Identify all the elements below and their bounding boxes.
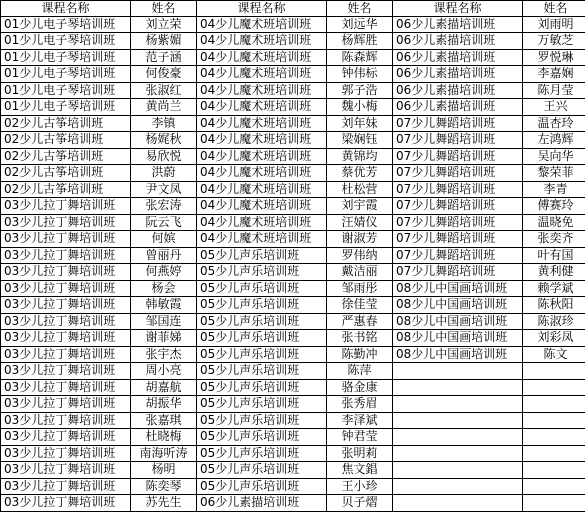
name-cell[interactable]: 何俊豪 bbox=[131, 66, 197, 82]
table-row bbox=[1, 462, 197, 479]
course-cell[interactable]: 03少儿拉丁舞培训班 bbox=[1, 479, 131, 495]
table-row bbox=[1, 495, 197, 512]
course-cell[interactable]: 04少儿魔术班培训班 bbox=[197, 132, 327, 148]
table-row bbox=[1, 215, 197, 232]
table-row bbox=[197, 347, 393, 364]
table-row bbox=[197, 83, 393, 100]
name-cell[interactable]: 钟君莹 bbox=[327, 429, 393, 445]
name-cell[interactable]: 李泽斌 bbox=[327, 413, 393, 429]
name-cell[interactable]: 黄利健 bbox=[523, 264, 585, 280]
table-row bbox=[1, 396, 197, 413]
name-cell[interactable]: 焦文錩 bbox=[327, 462, 393, 478]
table-row bbox=[1, 248, 197, 265]
table-row bbox=[197, 99, 393, 116]
course-cell[interactable]: 01少儿电子琴培训班 bbox=[1, 17, 131, 33]
course-cell[interactable]: 04少儿魔术班培训班 bbox=[197, 116, 327, 132]
name-cell[interactable]: 刘雨明 bbox=[523, 17, 585, 33]
name-cell[interactable]: 罗悦琳 bbox=[523, 50, 585, 66]
course-cell[interactable]: 06少儿素描培训班 bbox=[393, 33, 523, 49]
name-cell[interactable]: 陈秋阳 bbox=[523, 297, 585, 313]
name-cell[interactable]: 黄锦均 bbox=[327, 149, 393, 165]
table-row bbox=[393, 363, 585, 380]
course-cell[interactable]: 07少儿舞蹈培训班 bbox=[393, 182, 523, 198]
course-cell[interactable]: 08少儿中国画培训班 bbox=[393, 330, 523, 346]
name-cell[interactable]: 张宏涛 bbox=[131, 198, 197, 214]
name-cell[interactable]: 左鸿辉 bbox=[523, 132, 585, 148]
name-cell[interactable]: 郭子浩 bbox=[327, 83, 393, 99]
course-cell[interactable]: 06少儿素描培训班 bbox=[197, 495, 327, 511]
column-group-1 bbox=[0, 0, 197, 512]
table-row bbox=[1, 413, 197, 430]
course-cell[interactable]: 01少儿电子琴培训班 bbox=[1, 66, 131, 82]
table-row bbox=[197, 314, 393, 331]
name-cell[interactable]: 南海听涛 bbox=[131, 446, 197, 462]
header-name[interactable]: 姓名 bbox=[327, 1, 393, 16]
name-cell[interactable]: 张书铭 bbox=[327, 330, 393, 346]
name-cell[interactable]: 魏小梅 bbox=[327, 99, 393, 115]
course-cell[interactable]: 05少儿声乐培训班 bbox=[197, 330, 327, 346]
course-cell[interactable]: 03少儿拉丁舞培训班 bbox=[1, 281, 131, 297]
table-row bbox=[1, 479, 197, 496]
name-cell[interactable]: 刘彩凤 bbox=[523, 330, 585, 346]
table-row bbox=[197, 17, 393, 34]
course-cell[interactable]: 07少儿舞蹈培训班 bbox=[393, 215, 523, 231]
course-cell[interactable]: 03少儿拉丁舞培训班 bbox=[1, 413, 131, 429]
name-cell[interactable]: 杜晓梅 bbox=[131, 429, 197, 445]
table-row bbox=[393, 413, 585, 430]
table-row bbox=[393, 297, 585, 314]
course-cell[interactable]: 05少儿声乐培训班 bbox=[197, 446, 327, 462]
name-cell[interactable]: 杨娓秋 bbox=[131, 132, 197, 148]
course-cell[interactable]: 03少儿拉丁舞培训班 bbox=[1, 363, 131, 379]
course-cell[interactable]: 06少儿素描培训班 bbox=[393, 83, 523, 99]
name-cell[interactable]: 刘立荣 bbox=[131, 17, 197, 33]
table-row bbox=[1, 231, 197, 248]
name-cell[interactable]: 苏先生 bbox=[131, 495, 197, 511]
course-cell[interactable]: 04少儿魔术班培训班 bbox=[197, 17, 327, 33]
course-cell[interactable]: 07少儿舞蹈培训班 bbox=[393, 248, 523, 264]
name-cell[interactable]: 曾丽丹 bbox=[131, 248, 197, 264]
course-cell[interactable] bbox=[393, 462, 523, 478]
course-cell[interactable]: 06少儿素描培训班 bbox=[393, 17, 523, 33]
name-cell[interactable]: 汪婧仪 bbox=[327, 215, 393, 231]
name-cell[interactable] bbox=[523, 495, 585, 511]
course-cell[interactable]: 04少儿魔术班培训班 bbox=[197, 182, 327, 198]
table-row bbox=[1, 132, 197, 149]
course-cell[interactable]: 04少儿魔术班培训班 bbox=[197, 83, 327, 99]
table-row bbox=[1, 380, 197, 397]
name-cell[interactable]: 李嘉娴 bbox=[523, 66, 585, 82]
table-row bbox=[393, 165, 585, 182]
course-cell[interactable]: 06少儿素描培训班 bbox=[393, 66, 523, 82]
table-row bbox=[197, 33, 393, 50]
table-row bbox=[197, 231, 393, 248]
table-row bbox=[1, 363, 197, 380]
table-row bbox=[197, 264, 393, 281]
course-cell[interactable]: 01少儿电子琴培训班 bbox=[1, 33, 131, 49]
course-cell[interactable]: 05少儿声乐培训班 bbox=[197, 413, 327, 429]
course-cell[interactable]: 01少儿电子琴培训班 bbox=[1, 99, 131, 115]
name-cell[interactable]: 王小珍 bbox=[327, 479, 393, 495]
name-cell[interactable]: 何嫔 bbox=[131, 231, 197, 247]
header-course[interactable]: 课程名称 bbox=[197, 1, 327, 16]
name-cell[interactable]: 胡嘉航 bbox=[131, 380, 197, 396]
course-cell[interactable]: 08少儿中国画培训班 bbox=[393, 297, 523, 313]
table-row bbox=[1, 182, 197, 199]
table-row bbox=[197, 396, 393, 413]
course-cell[interactable]: 04少儿魔术班培训班 bbox=[197, 149, 327, 165]
course-cell[interactable]: 07少儿舞蹈培训班 bbox=[393, 231, 523, 247]
name-cell[interactable]: 杨辉胜 bbox=[327, 33, 393, 49]
course-cell[interactable]: 01少儿电子琴培训班 bbox=[1, 50, 131, 66]
name-cell[interactable]: 尹文凤 bbox=[131, 182, 197, 198]
course-cell[interactable]: 05少儿声乐培训班 bbox=[197, 462, 327, 478]
table-row bbox=[197, 462, 393, 479]
table-row bbox=[393, 99, 585, 116]
name-cell[interactable]: 范子涵 bbox=[131, 50, 197, 66]
course-cell[interactable]: 05少儿声乐培训班 bbox=[197, 429, 327, 445]
course-cell[interactable]: 03少儿拉丁舞培训班 bbox=[1, 264, 131, 280]
table-row bbox=[1, 83, 197, 100]
course-cell[interactable]: 05少儿声乐培训班 bbox=[197, 347, 327, 363]
table-row bbox=[197, 380, 393, 397]
header-row bbox=[1, 0, 197, 17]
course-cell[interactable] bbox=[393, 446, 523, 462]
table-row bbox=[393, 248, 585, 265]
name-cell[interactable]: 何燕婷 bbox=[131, 264, 197, 280]
name-cell[interactable]: 赖学斌 bbox=[523, 281, 585, 297]
course-cell[interactable]: 07少儿舞蹈培训班 bbox=[393, 165, 523, 181]
course-cell[interactable]: 04少儿魔术班培训班 bbox=[197, 33, 327, 49]
table-row bbox=[393, 281, 585, 298]
name-cell[interactable]: 叶有国 bbox=[523, 248, 585, 264]
name-cell[interactable]: 黎荣菲 bbox=[523, 165, 585, 181]
table-row bbox=[197, 446, 393, 463]
table-row bbox=[197, 132, 393, 149]
course-cell[interactable]: 04少儿魔术班培训班 bbox=[197, 215, 327, 231]
name-cell[interactable]: 陈月莹 bbox=[523, 83, 585, 99]
name-cell[interactable]: 万敏芝 bbox=[523, 33, 585, 49]
name-cell[interactable] bbox=[523, 479, 585, 495]
course-cell[interactable]: 03少儿拉丁舞培训班 bbox=[1, 347, 131, 363]
name-cell[interactable] bbox=[523, 396, 585, 412]
table-row bbox=[393, 66, 585, 83]
table-row bbox=[197, 479, 393, 496]
course-cell[interactable]: 08少儿中国画培训班 bbox=[393, 281, 523, 297]
name-cell[interactable]: 钟伟标 bbox=[327, 66, 393, 82]
name-cell[interactable] bbox=[523, 413, 585, 429]
name-cell[interactable]: 吴向华 bbox=[523, 149, 585, 165]
course-cell[interactable]: 07少儿舞蹈培训班 bbox=[393, 132, 523, 148]
name-cell[interactable] bbox=[523, 446, 585, 462]
course-cell[interactable]: 02少儿古筝培训班 bbox=[1, 132, 131, 148]
name-cell[interactable]: 刘年妹 bbox=[327, 116, 393, 132]
name-cell[interactable]: 陈森辉 bbox=[327, 50, 393, 66]
name-cell[interactable]: 骆金康 bbox=[327, 380, 393, 396]
course-cell[interactable]: 03少儿拉丁舞培训班 bbox=[1, 396, 131, 412]
course-cell[interactable]: 05少儿声乐培训班 bbox=[197, 314, 327, 330]
name-cell[interactable]: 张秀眉 bbox=[327, 396, 393, 412]
course-cell[interactable] bbox=[393, 413, 523, 429]
course-cell[interactable]: 04少儿魔术班培训班 bbox=[197, 165, 327, 181]
table-row bbox=[393, 462, 585, 479]
table-row bbox=[1, 314, 197, 331]
name-cell[interactable] bbox=[523, 380, 585, 396]
course-cell[interactable]: 05少儿声乐培训班 bbox=[197, 380, 327, 396]
course-cell[interactable] bbox=[393, 479, 523, 495]
header-course[interactable]: 课程名称 bbox=[393, 1, 523, 16]
course-cell[interactable]: 07少儿舞蹈培训班 bbox=[393, 264, 523, 280]
name-cell[interactable]: 杨明 bbox=[131, 462, 197, 478]
table-row bbox=[393, 132, 585, 149]
course-cell[interactable]: 03少儿拉丁舞培训班 bbox=[1, 198, 131, 214]
course-cell[interactable]: 03少儿拉丁舞培训班 bbox=[1, 314, 131, 330]
name-cell[interactable]: 杨会 bbox=[131, 281, 197, 297]
name-cell[interactable]: 杨紫媚 bbox=[131, 33, 197, 49]
name-cell[interactable]: 邹国连 bbox=[131, 314, 197, 330]
name-cell[interactable]: 阮云飞 bbox=[131, 215, 197, 231]
course-cell[interactable]: 08少儿中国画培训班 bbox=[393, 347, 523, 363]
table-row bbox=[197, 281, 393, 298]
name-cell[interactable]: 张明莉 bbox=[327, 446, 393, 462]
name-cell[interactable]: 傅赛玲 bbox=[523, 198, 585, 214]
course-cell[interactable]: 02少儿古筝培训班 bbox=[1, 165, 131, 181]
name-cell[interactable]: 张嘉琪 bbox=[131, 413, 197, 429]
course-cell[interactable]: 03少儿拉丁舞培训班 bbox=[1, 330, 131, 346]
table-row bbox=[393, 495, 585, 512]
table-row bbox=[197, 149, 393, 166]
table-row bbox=[393, 231, 585, 248]
course-cell[interactable]: 04少儿魔术班培训班 bbox=[197, 198, 327, 214]
table-row bbox=[1, 99, 197, 116]
name-cell[interactable]: 刘宇霞 bbox=[327, 198, 393, 214]
table-row bbox=[197, 413, 393, 430]
course-cell[interactable]: 02少儿古筝培训班 bbox=[1, 182, 131, 198]
name-cell[interactable]: 陈勤冲 bbox=[327, 347, 393, 363]
table-row bbox=[1, 50, 197, 67]
name-cell[interactable]: 易欣悦 bbox=[131, 149, 197, 165]
course-cell[interactable]: 04少儿魔术班培训班 bbox=[197, 99, 327, 115]
name-cell[interactable]: 陈文 bbox=[523, 347, 585, 363]
table-row bbox=[197, 429, 393, 446]
course-cell[interactable]: 06少儿素描培训班 bbox=[393, 99, 523, 115]
name-cell[interactable]: 刘远华 bbox=[327, 17, 393, 33]
table-row bbox=[1, 33, 197, 50]
name-cell[interactable]: 杜松营 bbox=[327, 182, 393, 198]
course-cell[interactable]: 05少儿声乐培训班 bbox=[197, 479, 327, 495]
course-cell[interactable]: 07少儿舞蹈培训班 bbox=[393, 198, 523, 214]
course-cell[interactable]: 03少儿拉丁舞培训班 bbox=[1, 380, 131, 396]
course-cell[interactable]: 03少儿拉丁舞培训班 bbox=[1, 446, 131, 462]
course-cell[interactable] bbox=[393, 396, 523, 412]
table-row bbox=[1, 165, 197, 182]
course-cell[interactable]: 07少儿舞蹈培训班 bbox=[393, 116, 523, 132]
name-cell[interactable]: 周小亮 bbox=[131, 363, 197, 379]
name-cell[interactable]: 李青 bbox=[523, 182, 585, 198]
name-cell[interactable]: 罗伟纳 bbox=[327, 248, 393, 264]
course-cell[interactable]: 04少儿魔术班培训班 bbox=[197, 231, 327, 247]
table-row bbox=[393, 182, 585, 199]
table-row bbox=[197, 363, 393, 380]
table-row bbox=[1, 330, 197, 347]
table-row bbox=[1, 198, 197, 215]
table-row bbox=[393, 83, 585, 100]
name-cell[interactable]: 谢菲娣 bbox=[131, 330, 197, 346]
table-row bbox=[1, 281, 197, 298]
table-row bbox=[393, 429, 585, 446]
table-row bbox=[1, 264, 197, 281]
course-cell[interactable]: 05少儿声乐培训班 bbox=[197, 248, 327, 264]
name-cell[interactable]: 严惠春 bbox=[327, 314, 393, 330]
name-cell[interactable] bbox=[523, 429, 585, 445]
name-cell[interactable]: 胡振华 bbox=[131, 396, 197, 412]
table-row bbox=[1, 17, 197, 34]
course-cell[interactable]: 05少儿声乐培训班 bbox=[197, 281, 327, 297]
table-row bbox=[393, 380, 585, 397]
name-cell[interactable]: 贝子熠 bbox=[327, 495, 393, 511]
name-cell[interactable] bbox=[523, 363, 585, 379]
header-name[interactable]: 姓名 bbox=[131, 1, 197, 16]
course-cell[interactable] bbox=[393, 429, 523, 445]
course-cell[interactable] bbox=[393, 380, 523, 396]
table-row bbox=[1, 116, 197, 133]
name-cell[interactable]: 韩敏霞 bbox=[131, 297, 197, 313]
table-row bbox=[197, 165, 393, 182]
table-row bbox=[393, 50, 585, 67]
name-cell[interactable]: 陈奕琴 bbox=[131, 479, 197, 495]
course-cell[interactable]: 03少儿拉丁舞培训班 bbox=[1, 429, 131, 445]
table-row bbox=[197, 495, 393, 512]
table-row bbox=[393, 215, 585, 232]
name-cell[interactable]: 李镇 bbox=[131, 116, 197, 132]
table-row bbox=[197, 116, 393, 133]
table-row bbox=[393, 149, 585, 166]
table-row bbox=[197, 297, 393, 314]
course-cell[interactable]: 03少儿拉丁舞培训班 bbox=[1, 297, 131, 313]
column-group-3 bbox=[392, 0, 585, 512]
course-cell[interactable]: 07少儿舞蹈培训班 bbox=[393, 149, 523, 165]
table-row bbox=[393, 330, 585, 347]
table-row bbox=[197, 182, 393, 199]
course-cell[interactable]: 04少儿魔术班培训班 bbox=[197, 66, 327, 82]
table-row bbox=[1, 347, 197, 364]
name-cell[interactable]: 戴洁丽 bbox=[327, 264, 393, 280]
course-cell[interactable]: 05少儿声乐培训班 bbox=[197, 297, 327, 313]
name-cell[interactable]: 梁娴钰 bbox=[327, 132, 393, 148]
course-cell[interactable]: 03少儿拉丁舞培训班 bbox=[1, 462, 131, 478]
name-cell[interactable] bbox=[523, 462, 585, 478]
table-row bbox=[1, 297, 197, 314]
course-cell[interactable]: 03少儿拉丁舞培训班 bbox=[1, 495, 131, 511]
table-row bbox=[197, 66, 393, 83]
table-row bbox=[197, 330, 393, 347]
course-cell[interactable]: 02少儿古筝培训班 bbox=[1, 149, 131, 165]
table-row bbox=[1, 66, 197, 83]
table-row bbox=[393, 479, 585, 496]
table-row bbox=[197, 215, 393, 232]
course-cell[interactable]: 03少儿拉丁舞培训班 bbox=[1, 231, 131, 247]
table-row bbox=[393, 396, 585, 413]
course-cell[interactable]: 04少儿魔术班培训班 bbox=[197, 50, 327, 66]
column-group-2 bbox=[196, 0, 393, 512]
course-cell[interactable]: 05少儿声乐培训班 bbox=[197, 363, 327, 379]
course-cell[interactable]: 02少儿古筝培训班 bbox=[1, 116, 131, 132]
table-row bbox=[393, 17, 585, 34]
name-cell[interactable]: 徐佳莹 bbox=[327, 297, 393, 313]
name-cell[interactable]: 谢淑芳 bbox=[327, 231, 393, 247]
header-name[interactable]: 姓名 bbox=[523, 1, 585, 16]
name-cell[interactable]: 蔡优芳 bbox=[327, 165, 393, 181]
course-cell[interactable]: 01少儿电子琴培训班 bbox=[1, 83, 131, 99]
table-row bbox=[393, 116, 585, 133]
table-row bbox=[197, 248, 393, 265]
name-cell[interactable]: 温晓免 bbox=[523, 215, 585, 231]
name-cell[interactable]: 黄尚兰 bbox=[131, 99, 197, 115]
course-cell[interactable]: 03少儿拉丁舞培训班 bbox=[1, 215, 131, 231]
course-cell[interactable]: 06少儿素描培训班 bbox=[393, 50, 523, 66]
table-row bbox=[393, 446, 585, 463]
name-cell[interactable]: 邹雨彤 bbox=[327, 281, 393, 297]
header-row bbox=[393, 0, 585, 17]
table-row bbox=[197, 198, 393, 215]
name-cell[interactable]: 温杏玲 bbox=[523, 116, 585, 132]
name-cell[interactable]: 张淑红 bbox=[131, 83, 197, 99]
table-row bbox=[1, 149, 197, 166]
table-row bbox=[393, 264, 585, 281]
table-row bbox=[393, 314, 585, 331]
name-cell[interactable]: 王兴 bbox=[523, 99, 585, 115]
course-cell[interactable]: 03少儿拉丁舞培训班 bbox=[1, 248, 131, 264]
header-row bbox=[197, 0, 393, 17]
table-row bbox=[393, 33, 585, 50]
table-row bbox=[197, 50, 393, 67]
header-course[interactable]: 课程名称 bbox=[1, 1, 131, 16]
course-cell[interactable] bbox=[393, 495, 523, 511]
name-cell[interactable]: 张宇杰 bbox=[131, 347, 197, 363]
course-cell[interactable]: 05少儿声乐培训班 bbox=[197, 396, 327, 412]
course-cell[interactable]: 05少儿声乐培训班 bbox=[197, 264, 327, 280]
table-row bbox=[393, 347, 585, 364]
course-cell[interactable] bbox=[393, 363, 523, 379]
name-cell[interactable]: 陈淑珍 bbox=[523, 314, 585, 330]
name-cell[interactable]: 张奕齐 bbox=[523, 231, 585, 247]
name-cell[interactable]: 陈萍 bbox=[327, 363, 393, 379]
table-row bbox=[1, 429, 197, 446]
course-cell[interactable]: 08少儿中国画培训班 bbox=[393, 314, 523, 330]
table-row bbox=[393, 198, 585, 215]
table-row bbox=[1, 446, 197, 463]
name-cell[interactable]: 洪蔚 bbox=[131, 165, 197, 181]
